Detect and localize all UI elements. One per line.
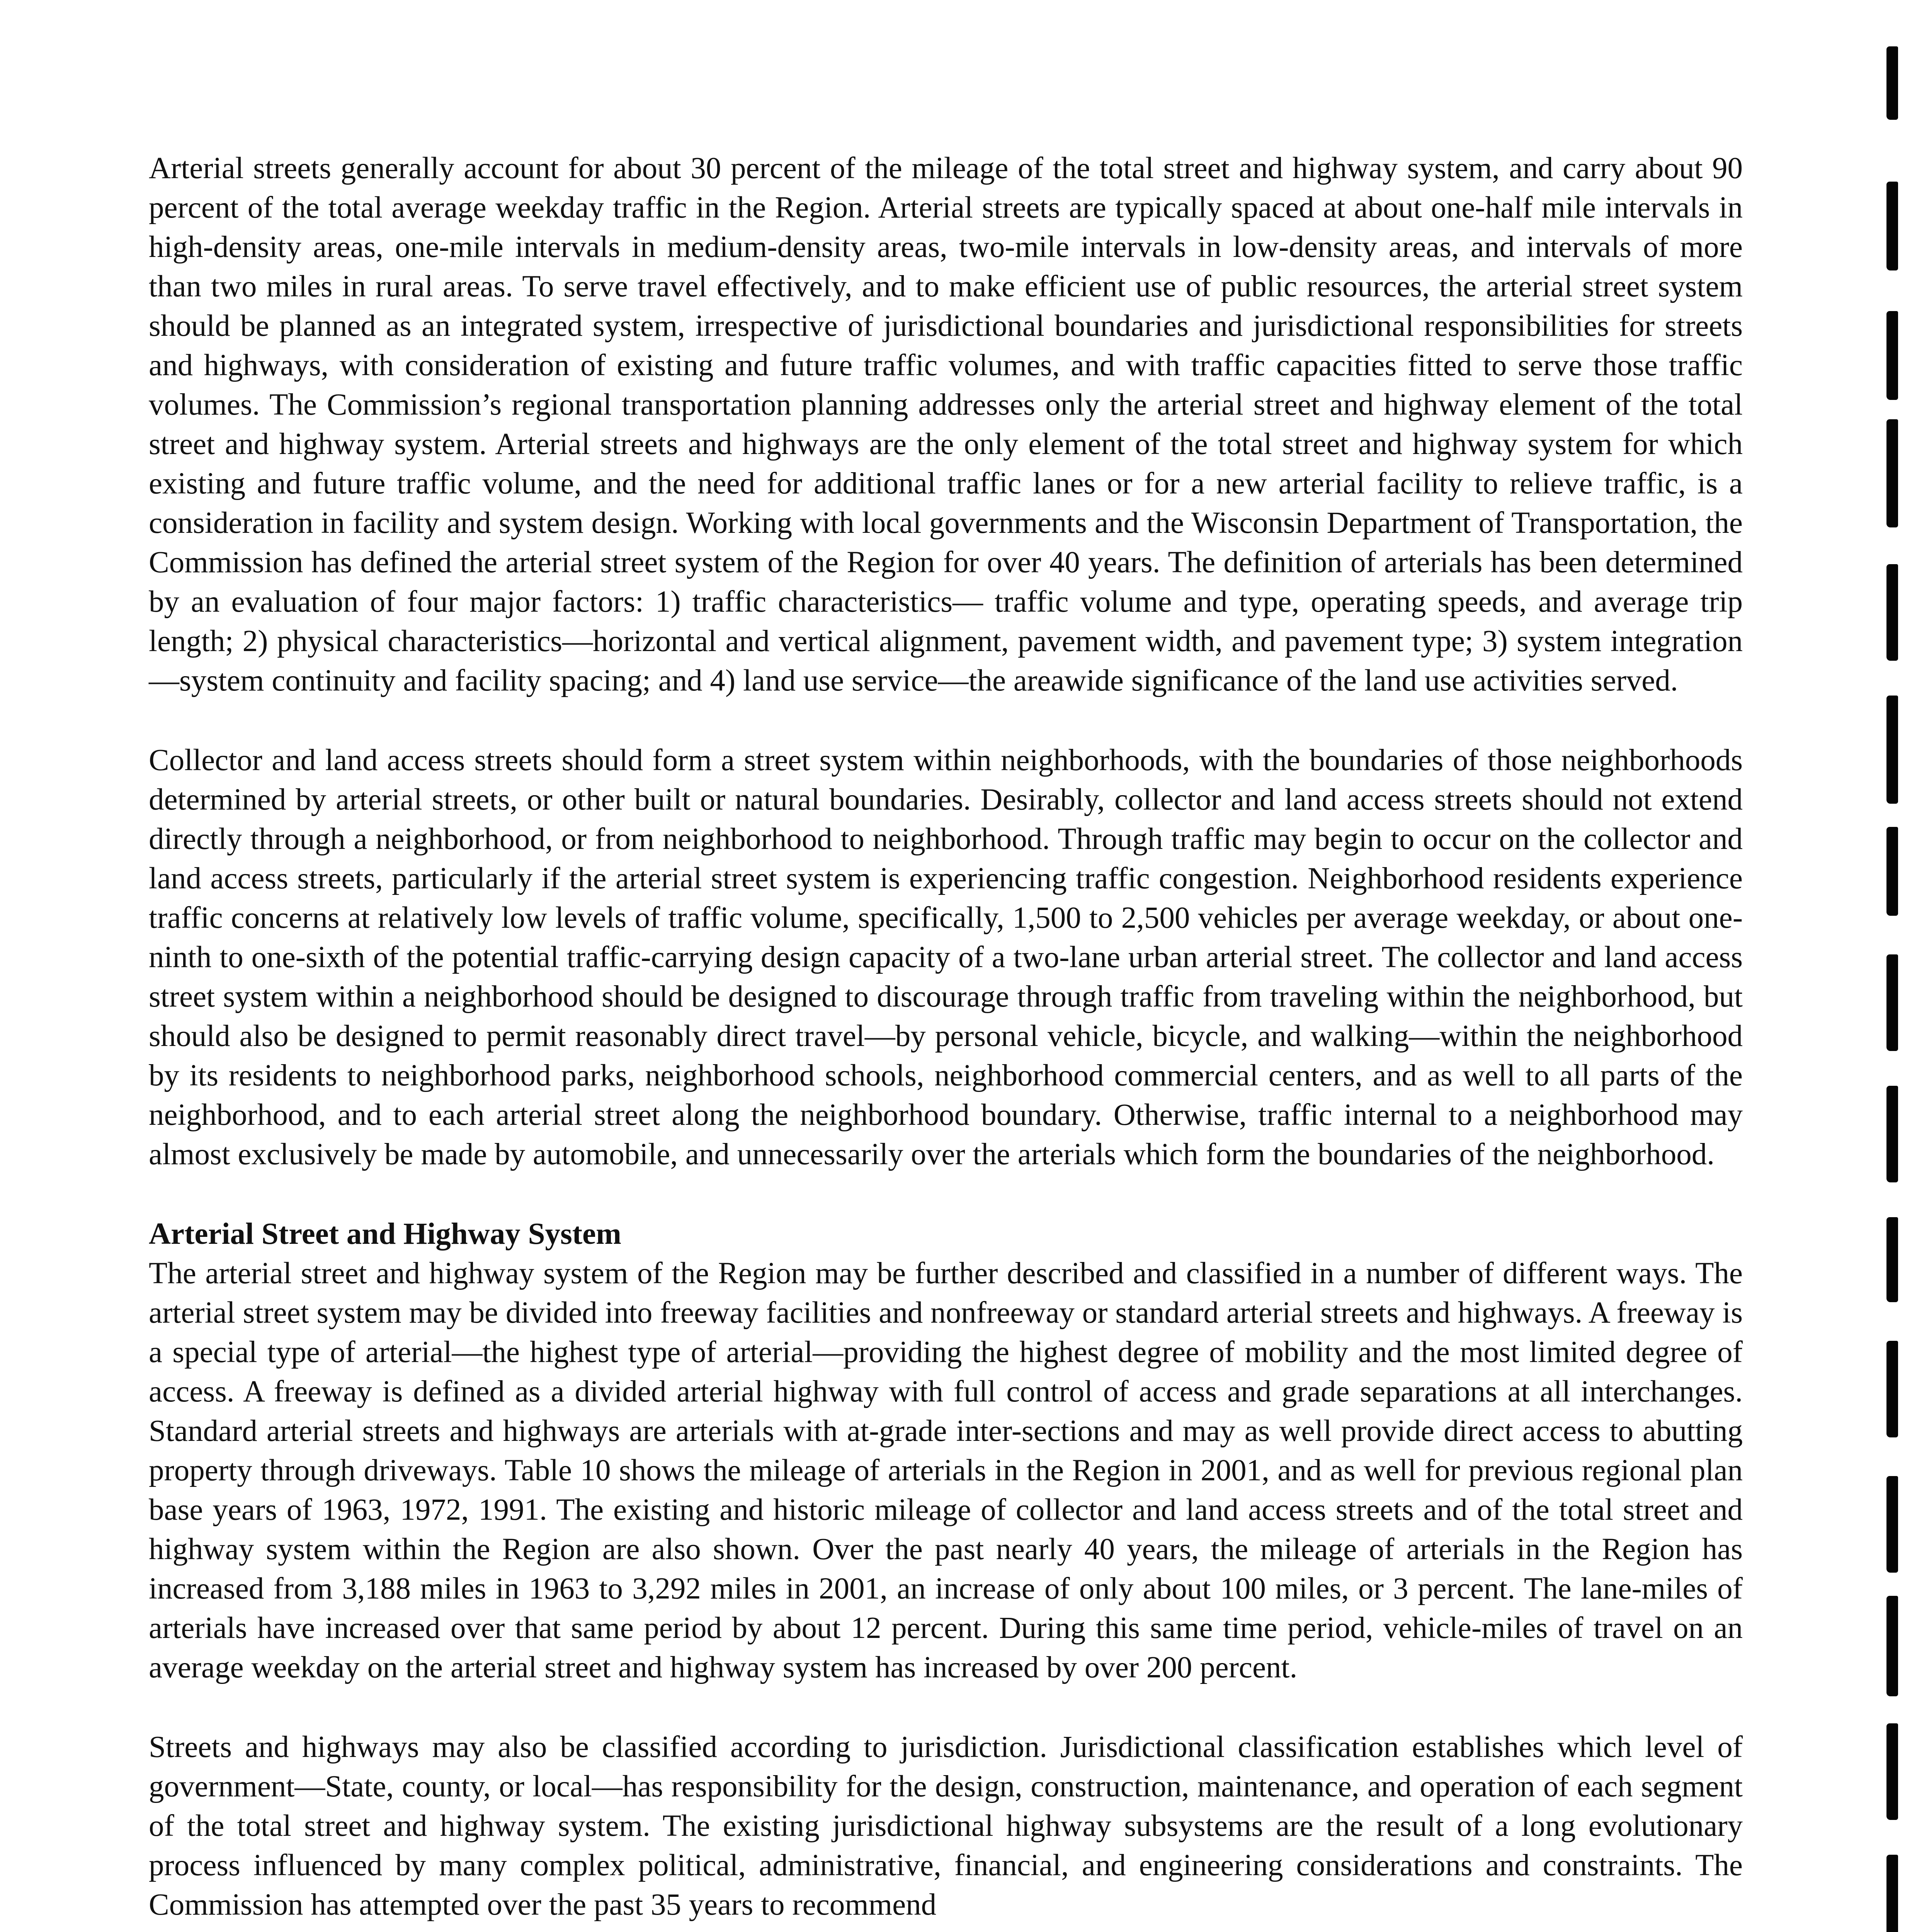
paragraph-arterial-streets: Arterial streets generally account for about 30 percent of the mileage of the total street and highway system, and carry about 90 percent of the total average weekday traffic in the Region. Arterial streets are typically spaced at about one-half mile intervals in high-density areas, one-mile intervals in medium-density areas, two-mile intervals in low-density areas, and intervals of more than two miles in rural areas. To serve travel effectively, and to make efficient use of public resources, the arterial street system should be planned as an integrated system, irrespective of jurisdictional boundaries and jurisdictional responsibilities for streets and highways, with consideration of existing and future traffic volumes, and with traffic capacities fitted to serve those traffic volumes. The Commission’s regional transportation planning addresses only the arterial street and highway element of the total street and highway system. Arterial streets and highways are the only element of the total street and highway system for which existing and future traffic volume, and the need for additional traffic lanes or for a new arterial facility to relieve traffic, is a consideration in facility and system design. Working with local governments and the Wisconsin Department of Transportation, the Commission has defined the arterial street system of the Region for over 40 years. The definition of arterials has been determined by an evaluation of four major factors: 1) traffic characteristics— traffic volume and type, operating speeds, and average trip length; 2) physical characteristics—horizontal and vertical alignment, pavement width, and pavement type; 3) system integration—system continuity and facility spacing; and 4) land use service—the areawide significance of the land use activities served. (149, 151, 1743, 697)
scan-mark (1886, 564, 1898, 661)
scan-mark (1886, 827, 1898, 916)
scan-mark (1886, 311, 1898, 400)
paragraph-collector-streets: Collector and land access streets should form a street system within neighborhoods, with the boundaries of those neighborhoods determined by arterial streets, or other built or natural boundaries. Desirably, collector and land access streets should not extend directly through a neighborhood, or from neighborhood to neighborhood. Through traffic may begin to occur on the collector and land access streets, particularly if the arterial street system is experiencing traffic congestion. Neighborhood residents experience traffic concerns at relatively low levels of traffic volume, specifically, 1,500 to 2,500 vehicles per average weekday, or about one-ninth to one-sixth of the potential traffic-carrying design capacity of a two-lane urban arterial street. The collector and land access street system within a neighborhood should be designed to discourage through traffic from traveling within the neighborhood, but should also be designed to permit reasonably direct travel—by personal vehicle, bicycle, and walking—within the neighborhood by its residents to neighborhood parks, neighborhood schools, neighborhood commercial centers, and as well to all parts of the neighborhood, and to each arterial street along the neighborhood boundary. Otherwise, traffic internal to a neighborhood may almost exclusively be made by automobile, and unnecessarily over the arterials which form the boundaries of the neighborhood. (149, 743, 1743, 1171)
scan-mark (1886, 1723, 1898, 1820)
body-text (149, 149, 1743, 1925)
scan-mark (1886, 1855, 1898, 1932)
scan-mark (1886, 419, 1898, 527)
paragraph-arterial-system: The arterial street and highway system of the Region may be further described and classified in a number of different ways. The arterial street system may be divided into freeway facilities and nonfreeway or standard arterial streets and highways. A freeway is a special type of arterial—the highest type of arterial—providing the highest degree of mobility and the most limited degree of access. A freeway is defined as a divided arterial highway with full control of access and grade separations at all interchanges. Standard arterial streets and highways are arterials with at-grade inter-sections and may as well provide direct access to abutting property through driveways. Table 10 shows the mileage of arterials in the Region in 2001, and as well for previous regional plan base years of 1963, 1972, 1991. The existing and historic mileage of collector and land access streets and of the total street and highway system within the Region are also shown. Over the past nearly 40 years, the mileage of arterials in the Region has increased from 3,188 miles in 1963 to 3,292 miles in 2001, an increase of only about 100 miles, or 3 percent. The lane-miles of arterials have increased over that same period by about 12 percent. During this same time period, vehicle-miles of travel on an average weekday on the arterial street and highway system has increased by over 200 percent. (149, 1257, 1743, 1684)
scan-mark (1886, 696, 1898, 804)
scan-mark (1886, 1341, 1898, 1437)
scan-mark (1886, 954, 1898, 1051)
scan-mark (1886, 1476, 1898, 1573)
scan-mark (1886, 1217, 1898, 1302)
section-heading: Arterial Street and Highway System (149, 1217, 621, 1251)
scan-mark (1886, 182, 1898, 270)
scan-mark (1886, 1086, 1898, 1182)
paragraph-jurisdiction: Streets and highways may also be classified according to jurisdiction. Jurisdictional classification establishes which level of government—State, county, or local—has responsibility for the design, construction, maintenance, and operation of each segment of the total street and highway system. The existing jurisdictional highway subsystems are the result of a long evolutionary process influenced by many complex political, administrative, financial, and engineering considerations and constraints. The Commission has attempted over the past 35 years to recommend (149, 1730, 1743, 1922)
scan-mark (1886, 46, 1898, 120)
scan-mark (1886, 1596, 1898, 1696)
